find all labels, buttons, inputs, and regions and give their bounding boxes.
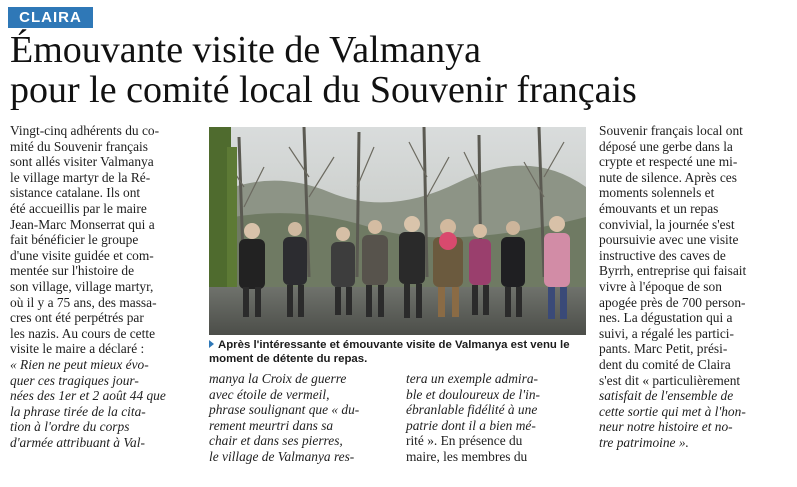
quote-line: la phrase tirée de la cita-	[10, 403, 146, 419]
body-line: Vingt-cinq adhérents du co-	[10, 123, 160, 138]
caption-line-1: Après l'intéressante et émouvante visite de Valmanya est venu le	[218, 339, 570, 351]
quote-line: satisfait de l'ensemble de	[599, 388, 734, 404]
caption-line-2: moment de détente du repas.	[209, 353, 368, 365]
article-column-1	[10, 123, 204, 450]
body-line: suivi, a régalé les partici-	[599, 325, 734, 341]
quote-line: rement meurtri dans sa	[209, 417, 334, 433]
article-photo	[209, 127, 586, 335]
quote-line: quer ces tragiques jour-	[10, 372, 139, 388]
body-line: Jean-Marc Monserrat qui a	[10, 216, 155, 232]
quote-line: le village de Valmanya res-	[209, 448, 355, 464]
body-line: où il y a 75 ans, des massa-	[10, 294, 157, 310]
article-column-2	[209, 371, 390, 465]
quote-line: neur notre histoire et no-	[599, 419, 733, 435]
body-line: apogée près de 700 person-	[599, 294, 746, 310]
quote-line: cette sortie qui met à l'hon-	[599, 403, 746, 419]
quote-line: tre patrimoine ».	[599, 434, 689, 450]
quote-line: tera un exemple admira-	[406, 371, 539, 386]
headline-line-1: Émouvante visite de Valmanya	[10, 29, 482, 71]
article-column-3	[406, 371, 589, 465]
body-line: Byrrh, entreprise qui faisait	[599, 263, 747, 279]
body-line: sont allés visiter Valmanya	[10, 154, 154, 170]
quote-line: patrie dont il a bien mé-	[406, 417, 536, 433]
body-line: mité du Souvenir français	[10, 138, 148, 154]
body-line: visite le maire a déclaré :	[10, 341, 145, 357]
quote-line: avec étoile de vermeil,	[209, 386, 330, 402]
caption-arrow-icon	[209, 340, 214, 348]
body-line: moments solennels et	[599, 185, 715, 201]
body-line: les nazis. Au cours de cette	[10, 325, 156, 341]
body-line: Souvenir français local ont	[599, 123, 743, 138]
quote-line: « Rien ne peut mieux évo-	[10, 356, 149, 372]
quote-line: tion à l'ordre du corps	[10, 419, 130, 435]
article-column-4	[599, 123, 791, 450]
body-line: maire, les membres du	[406, 448, 528, 464]
body-line: été accueillis par le maire	[10, 200, 147, 216]
body-line: rité ». En présence du	[406, 433, 523, 449]
photo-caption	[209, 338, 589, 366]
quote-line: ble et douloureux de l'in-	[406, 386, 541, 402]
body-line: pants. Marc Petit, prési-	[599, 341, 728, 357]
quote-line: chair et dans ses pierres,	[209, 433, 343, 449]
body-line: nes. La dégustation qui a	[599, 310, 733, 326]
body-line: vivre à l'époque de son	[599, 278, 722, 294]
body-line: nute de silence. Après ces	[599, 169, 737, 185]
quote-line: manya la Croix de guerre	[209, 371, 347, 386]
body-line: sistance catalane. Ils ont	[10, 185, 141, 201]
body-line: émouvants et un repas	[599, 200, 719, 216]
quote-line: nées des 1er et 2 août 44 que	[10, 388, 166, 404]
headline-line-2: pour le comité local du Souvenir français	[10, 69, 637, 111]
quote-line: d'armée attribuant à Val-	[10, 434, 145, 450]
body-line: crypte et respecté une mi-	[599, 154, 738, 170]
body-line: convivial, la journée s'est	[599, 216, 735, 232]
body-line: s'est dit « particulièrement	[599, 372, 741, 388]
quote-line: phrase soulignant que « du-	[209, 402, 360, 418]
body-line: son village, village martyr,	[10, 278, 154, 294]
group-photo-image	[209, 127, 586, 335]
quote-line: ébranlable fidélité à une	[406, 402, 538, 418]
headline	[10, 30, 790, 110]
body-line: d'une visite guidée et com-	[10, 247, 154, 263]
body-line: instructive des caves de	[599, 247, 726, 263]
body-line: le village martyr de la Ré-	[10, 169, 151, 185]
body-line: mentée sur l'histoire de	[10, 263, 135, 279]
body-line: poursuivie avec une visite	[599, 232, 739, 248]
body-line: cres ont été perpétrés par	[10, 310, 144, 326]
body-line: fait bénéficier le groupe	[10, 232, 139, 248]
section-tag: CLAIRA	[8, 7, 93, 28]
body-line: dent du comité de Claira	[599, 356, 731, 372]
body-line: déposé une gerbe dans la	[599, 138, 733, 154]
